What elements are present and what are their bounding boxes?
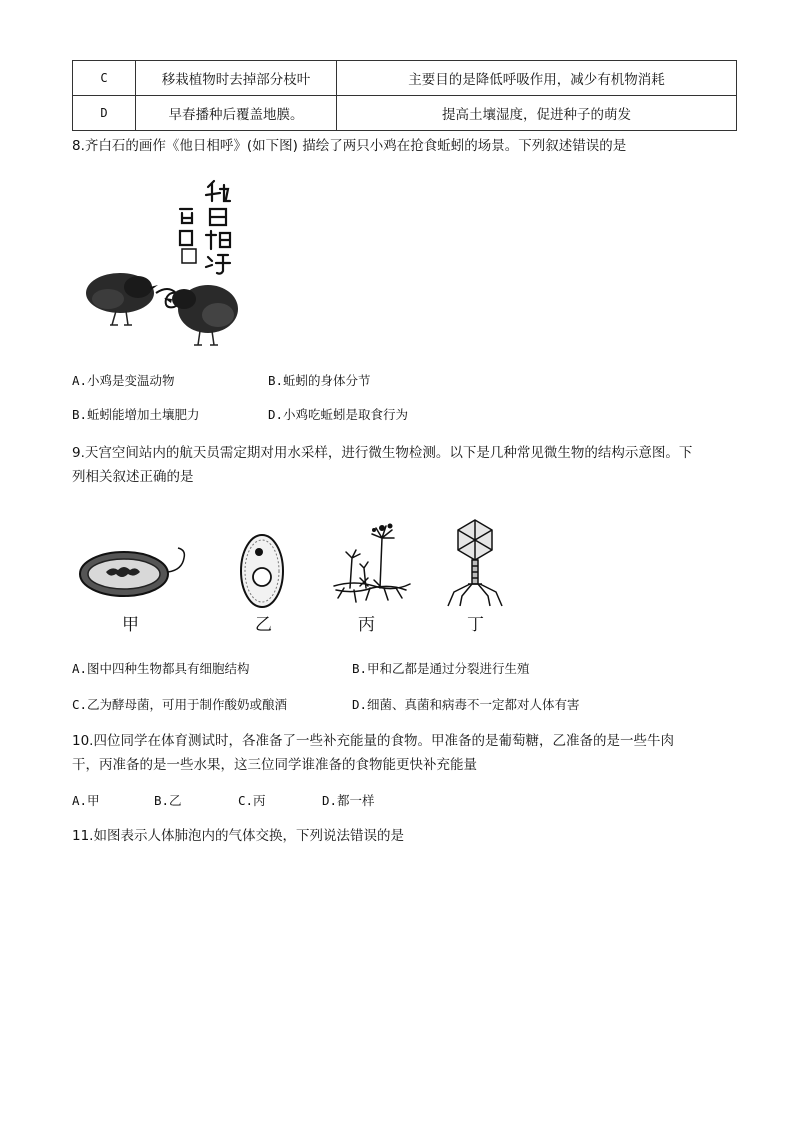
q8-option-a: A.小鸡是变温动物 [72, 373, 175, 388]
left-chick [86, 273, 158, 325]
q8-option-c: B.蚯蚓能增加土壤肥力 [72, 407, 200, 422]
row-purpose: 主要目的是降低呼吸作用，减少有机物消耗 [337, 61, 737, 96]
calligraphy-inscription [180, 181, 230, 274]
painting-chicks-earthworm [80, 175, 250, 355]
q10-stem-line1: 10.四位同学在体育测试时，各准备了一些补充能量的食物。甲准备的是葡萄糖，乙准备的是一些牛肉 [72, 733, 674, 749]
q9-option-d: D.细菌、真菌和病毒不一定都对人体有害 [352, 697, 580, 712]
figure-label-yi: 乙 [255, 615, 272, 635]
row-letter: D [73, 96, 136, 131]
figure-label-jia: 甲 [122, 615, 139, 635]
q8-option-d: D.小鸡吃蚯蚓是取食行为 [268, 407, 409, 422]
row-purpose: 提高土壤湿度，促进种子的萌发 [337, 96, 737, 131]
right-chick [164, 285, 238, 345]
figure-label-bing: 丙 [358, 615, 375, 635]
yeast-figure [238, 532, 286, 610]
table-row [73, 61, 737, 96]
q9-stem-line2: 列相关叙述正确的是 [72, 469, 194, 485]
q10-stem-line2: 干，丙准备的是一些水果，这三位同学谁准备的食物能更快补充能量 [72, 757, 477, 773]
q8-stem: 8.齐白石的画作《他日相呼》(如下图) 描绘了两只小鸡在抢食蚯蚓的场景。下列叙述错误的是 [72, 138, 627, 154]
q9-option-c: C.乙为酵母菌，可用于制作酸奶或酿酒 [72, 697, 288, 712]
seal-stamp [182, 249, 196, 263]
q10-option-d: D.都一样 [322, 793, 375, 808]
mold-figure [330, 518, 410, 606]
row-letter: C [73, 61, 136, 96]
q9-option-b: B.甲和乙都是通过分裂进行生殖 [352, 661, 530, 676]
q10-option-b: B.乙 [154, 793, 182, 808]
bacterium-figure [78, 540, 198, 610]
q8-option-b: B.蚯蚓的身体分节 [268, 373, 371, 388]
row-practice: 移栽植物时去掉部分枝叶 [136, 61, 337, 96]
q9-option-a: A.图中四种生物都具有细胞结构 [72, 661, 250, 676]
q9-stem-line1: 9.天宫空间站内的航天员需定期对用水采样，进行微生物检测。以下是几种常见微生物的结构示意图。下 [72, 445, 693, 461]
q10-option-c: C.丙 [238, 793, 266, 808]
answer-table [72, 60, 737, 131]
row-practice: 早春播种后覆盖地膜。 [136, 96, 337, 131]
virus-figure [440, 516, 510, 608]
q10-option-a: A.甲 [72, 793, 100, 808]
table-row [73, 96, 737, 131]
q11-stem: 11.如图表示人体肺泡内的气体交换，下列说法错误的是 [72, 828, 404, 844]
figure-label-ding: 丁 [467, 615, 484, 635]
